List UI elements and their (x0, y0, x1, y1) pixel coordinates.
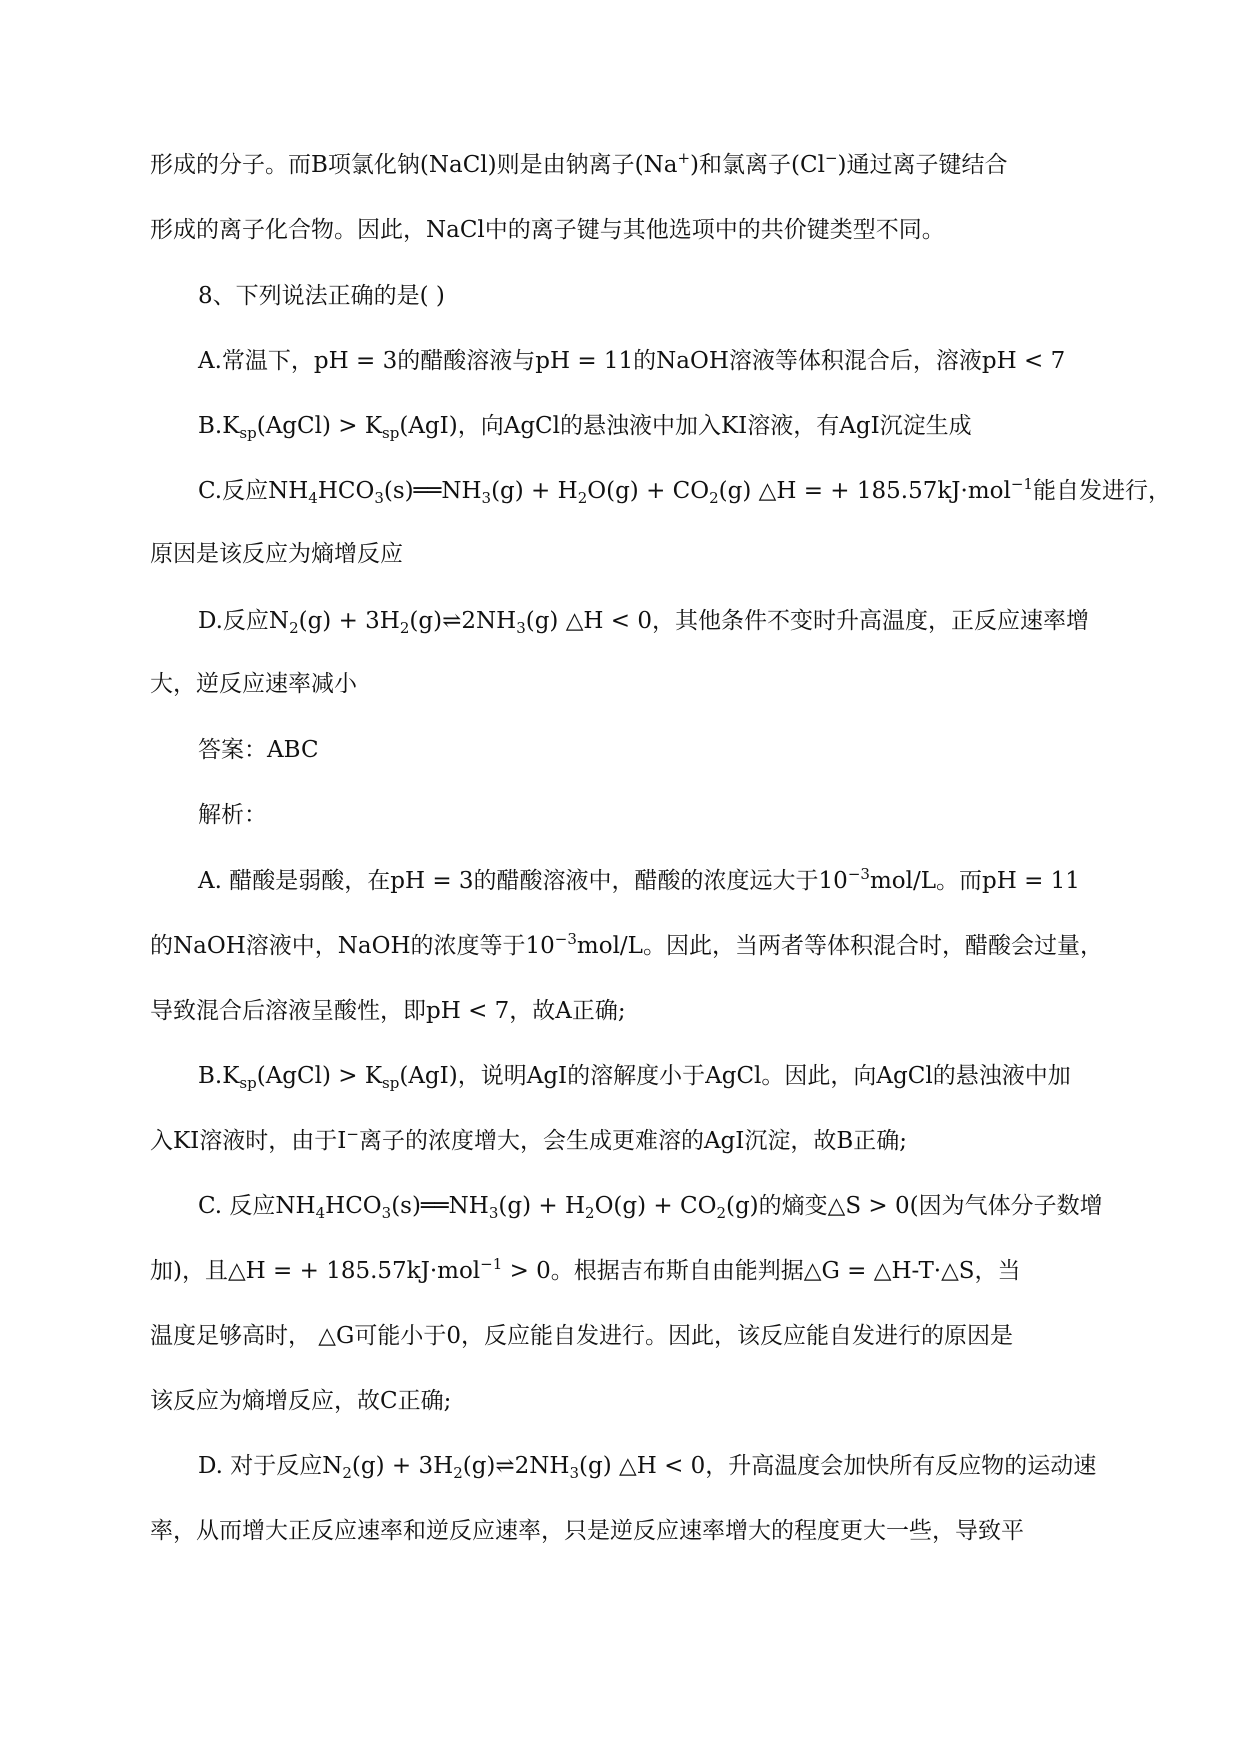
subscript: 2 (289, 619, 299, 637)
option-b (198, 411, 972, 441)
text-run: mol/L。因此，当两者等体积混合时，醋酸会过量， (576, 933, 1103, 959)
superscript: −3 (554, 930, 577, 948)
answer-line (198, 735, 319, 765)
text-run: D.反应N (198, 608, 290, 634)
superscript: − (824, 149, 838, 167)
text-run: 8、下列说法正确的是( ) (198, 283, 445, 309)
text-run: 答案：ABC (198, 737, 319, 763)
option-a (198, 346, 1065, 376)
text-run: (g)⇌2NH (409, 608, 517, 634)
text-run: mol/L。而pH = 11 (869, 868, 1080, 894)
text-run: 原因是该反应为熵增反应 (150, 541, 403, 567)
text-run: HCO (325, 1193, 382, 1219)
text-run: (g) △H < 0，其他条件不变时升高温度，正反应速率增 (525, 608, 1089, 634)
text-run: (g) △H = + 185.57kJ·mol (718, 478, 1011, 504)
subscript: 3 (381, 1204, 392, 1222)
subscript: 4 (308, 489, 318, 507)
analysis-c (198, 1191, 1103, 1221)
text-run: 率，从而增大正反应速率和逆反应速率，只是逆反应速率增大的程度更大一些，导致平 (150, 1518, 1024, 1544)
text-run: 离子的浓度增大，会生成更难溶的AgI沉淀，故B正确; (358, 1128, 908, 1154)
text-run: (AgI)，向AgCl的悬浊液中加入KI溶液，有AgI沉淀生成 (399, 413, 972, 439)
text-run: (g) + 3H (298, 608, 400, 634)
analysis-b (198, 1061, 1071, 1091)
text-run: 能自发进行， (1032, 478, 1171, 504)
subscript: 2 (709, 489, 719, 507)
text-run: (g) △H < 0，升高温度会加快所有反应物的运动速 (579, 1453, 1097, 1479)
option-d-continued (150, 669, 357, 699)
text-run: A.常温下，pH = 3的醋酸溶液与pH = 11的NaOH溶液等体积混合后，溶液pH < 7 (198, 348, 1066, 374)
text-run: 该反应为熵增反应，故C正确; (150, 1388, 452, 1414)
subscript: 3 (488, 1204, 499, 1222)
subscript: 3 (374, 489, 384, 507)
text-run: A. 醋酸是弱酸，在pH = 3的醋酸溶液中，醋酸的浓度远大于10 (198, 868, 848, 894)
text-run: )通过离子键结合 (837, 152, 1008, 178)
analysis-d (198, 1451, 1096, 1481)
text-run: 大，逆反应速率减小 (150, 671, 357, 697)
subscript: sp (382, 1074, 400, 1092)
text-run: (g)⇌2NH (462, 1453, 570, 1479)
text-run: D. 对于反应N (198, 1453, 343, 1479)
analysis-heading (198, 800, 267, 830)
text-line (150, 1321, 1013, 1351)
text-run: (g) + H (498, 1193, 586, 1219)
superscript: + (677, 149, 691, 167)
analysis-a (198, 866, 1080, 896)
text-run: O(g) + CO (594, 1193, 717, 1219)
superscript: −1 (1010, 475, 1033, 493)
text-line (150, 1516, 1024, 1546)
subscript: 2 (577, 489, 588, 507)
text-run: C.反应NH (198, 478, 309, 504)
option-c (198, 476, 1171, 506)
text-line (150, 996, 626, 1026)
text-line (150, 1256, 1021, 1286)
text-run: 的NaOH溶液中，NaOH的浓度等于10 (150, 933, 555, 959)
text-run: 解析： (198, 802, 267, 828)
option-d (198, 606, 1089, 636)
text-run: (g) + 3H (351, 1453, 454, 1479)
subscript: 3 (516, 619, 526, 637)
text-run: B.K (198, 413, 240, 439)
text-line (150, 931, 1103, 961)
subscript: 4 (315, 1204, 326, 1222)
text-run: (g) + H (491, 478, 578, 504)
text-run: (s)══NH (383, 478, 482, 504)
subscript: 2 (342, 1464, 352, 1482)
subscript: 2 (453, 1464, 463, 1482)
subscript: 3 (481, 489, 492, 507)
text-run: 入KI溶液时，由于I (150, 1128, 347, 1154)
text-run: HCO (317, 478, 375, 504)
text-run: )和氯离子(Cl (690, 152, 825, 178)
superscript: − (346, 1125, 359, 1143)
text-run: (s)══NH (391, 1193, 489, 1219)
text-run: 形成的分子。而B项氯化钠(NaCl)则是由钠离子(Na (150, 152, 678, 178)
text-run: 温度足够高时， △G可能小于0，反应能自发进行。因此，该反应能自发进行的原因是 (150, 1323, 1014, 1349)
question-heading (198, 281, 445, 311)
subscript: 2 (399, 619, 410, 637)
text-run: 导致混合后溶液呈酸性，即pH < 7，故A正确; (150, 998, 626, 1024)
subscript: 2 (716, 1204, 726, 1222)
subscript: 2 (585, 1204, 595, 1222)
text-run: O(g) + CO (587, 478, 710, 504)
text-run: (AgI)，说明AgI的溶解度小于AgCl。因此，向AgCl的悬浊液中加 (399, 1063, 1071, 1089)
subscript: 3 (569, 1464, 580, 1482)
subscript: sp (239, 1074, 257, 1092)
option-c-continued (150, 539, 403, 569)
text-run: (g)的熵变△S > 0(因为气体分子数增 (725, 1193, 1103, 1219)
text-line (150, 1126, 907, 1156)
text-run: C. 反应NH (198, 1193, 316, 1219)
text-run: (AgCl) > K (256, 413, 383, 439)
text-run: > 0。根据吉布斯自由能判据△G = △H-T·△S，当 (502, 1258, 1021, 1284)
superscript: −1 (480, 1255, 503, 1273)
text-line (150, 1386, 451, 1416)
superscript: −3 (847, 865, 870, 883)
subscript: sp (382, 424, 400, 442)
text-run: (AgCl) > K (256, 1063, 383, 1089)
text-run: 加)，且△H = + 185.57kJ·mol (150, 1258, 481, 1284)
subscript: sp (239, 424, 257, 442)
text-line (150, 215, 945, 245)
text-line (150, 150, 1008, 180)
text-run: 形成的离子化合物。因此，NaCl中的离子键与其他选项中的共价键类型不同。 (150, 217, 945, 243)
text-run: B.K (198, 1063, 240, 1089)
